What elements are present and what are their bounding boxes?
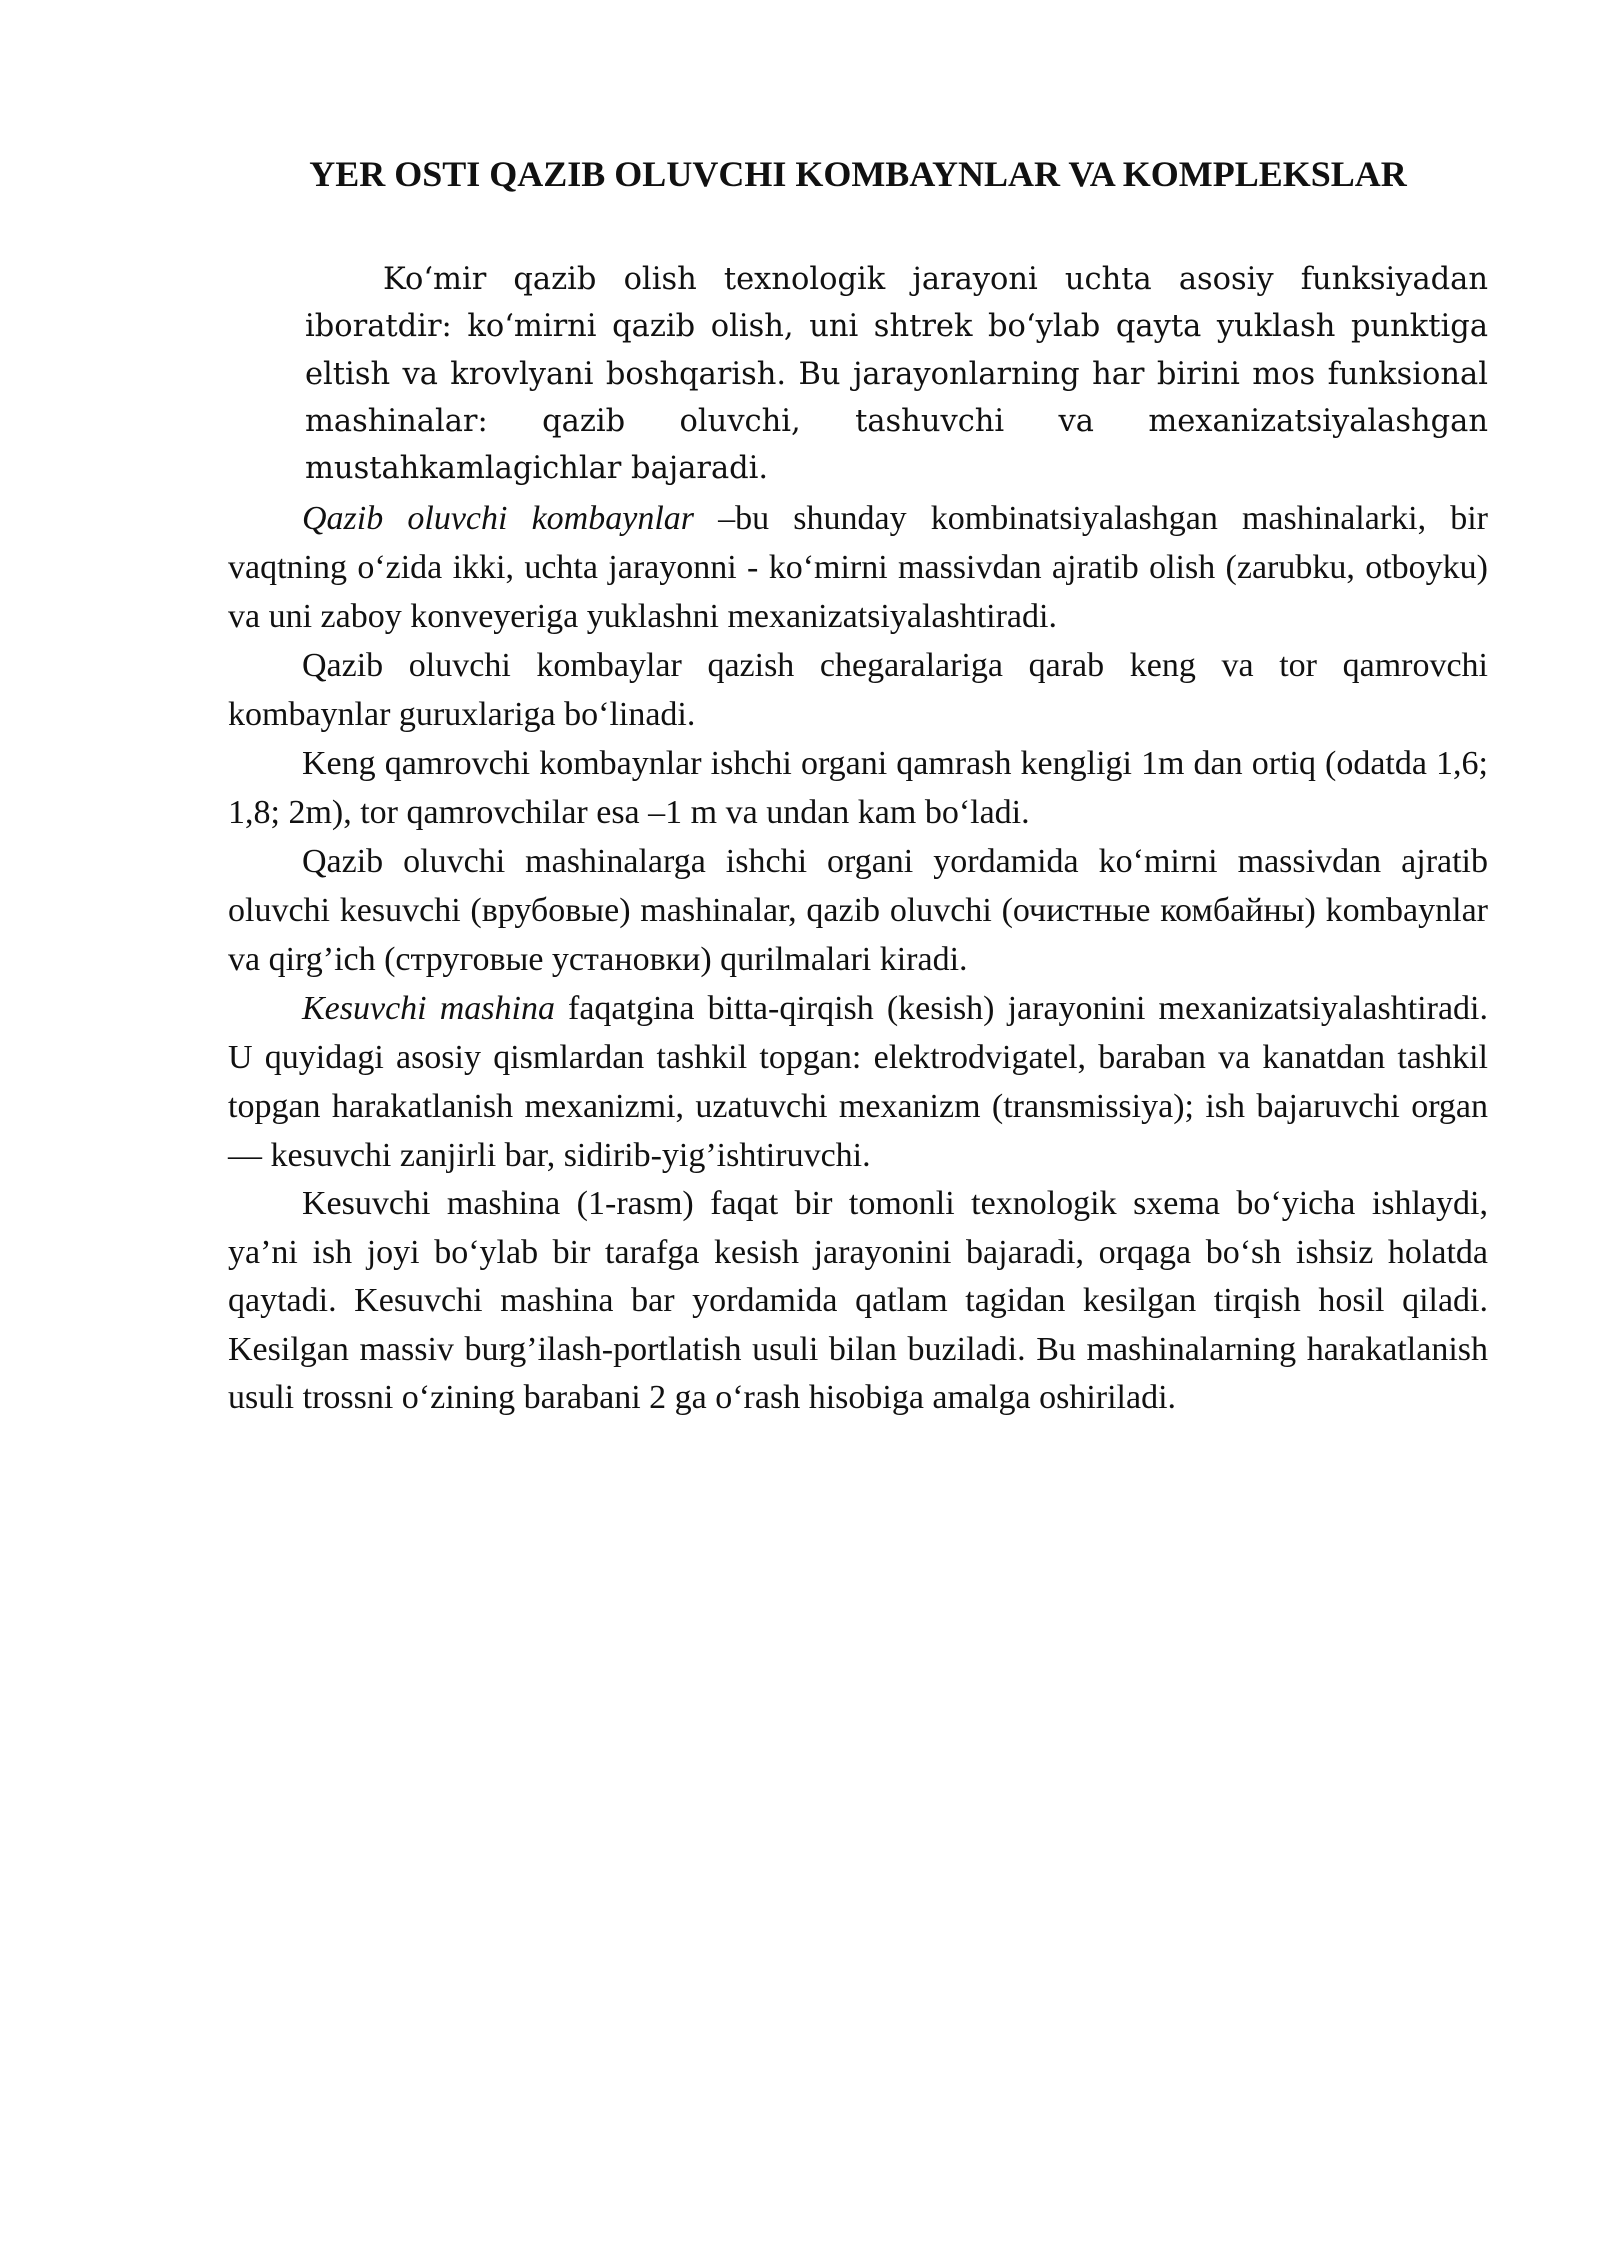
paragraph-text: Qazib oluvchi mashinalarga ishchi organi yordamida ko‘mirni massivdan ajratib oluvchi kesuvchi (врубовые) mashinalar, qazib oluvchi (очистные комбайны) kombaynlar va qirg’ich (струговые установки) qurilmalari kiradi. (228, 843, 1488, 978)
paragraph-text: Qazib oluvchi kombaylar qazish chegaralariga qarab keng va tor qamrovchi kombaynlar guruxlariga bo‘linadi. (228, 647, 1488, 733)
document-title: YER OSTI QAZIB OLUVCHI KOMBAYNLAR VA KOMPLEKSLAR (309, 154, 1407, 194)
body-text (228, 494, 1488, 1423)
paragraph-text: –bu shunday kombinatsiyalashgan mashinalarki, bir vaqtning o‘zida ikki, uchta jarayonni - ko‘mirni massivdan ajratib olish (zarubku, otboyku) va uni zaboy konveyeriga yuklashni mexanizatsiyalashtiradi. (228, 500, 1489, 635)
paragraph-cutting-machine-operation (228, 1180, 1488, 1423)
paragraph-text: Keng qamrovchi kombaynlar ishchi organi qamrash kengligi 1m dan ortiq (odatda 1,6; 1,8; 2m), tor qamrovchilar esa –1 m va undan kam bo‘ladi. (228, 745, 1488, 831)
intro-paragraph: Ko‘mir qazib olish texnologik jarayoni uchta asosiy funksiyadan iboratdir: ko‘mirni qazib olish, uni shtrek bo‘ylab qayta yuklash punktiga eltish va krovlyani boshqarish. Bu jarayonlarning har birini mos funksional mashinalar: qazib oluvchi, tashuvchi va mexanizatsiyalashgan mustahkamlagichlar bajaradi. (305, 262, 1488, 487)
paragraph-text: Kesuvchi mashina (1-rasm) faqat bir tomonli texnologik sxema bo‘yicha ishlaydi, ya’ni ish joyi bo‘ylab bir tarafga kesish jarayonini bajaradi, orqaga bo‘sh ishsiz holatda qaytadi. Kesuvchi mashina bar yordamida qatlam tagidan kesilgan tirqish hosil qiladi. Kesilgan massiv burg’ilash-portlatish usuli bilan buziladi. Bu mashinalarning harakatlanish usuli trossni o‘zining barabani 2 ga o‘rash hisobiga amalga oshiriladi. (228, 1185, 1488, 1416)
term-qazib-oluvchi-kombaynlar: Qazib oluvchi kombaynlar (302, 500, 695, 537)
paragraph-classification (228, 641, 1488, 739)
paragraph-machine-types (228, 837, 1488, 984)
paragraph-combines-definition (228, 494, 1488, 641)
paragraph-wide-narrow (228, 739, 1488, 837)
paragraph-text: faqatgina bitta-qirqish (kesish) jarayonini mexanizatsiyalashtiradi. U quyidagi asosiy qismlardan tashkil topgan: elektrodvigatel, baraban va kanatdan tashkil topgan harakatlanish mexanizmi, uzatuvchi mexanizm (transmissiya); ish bajaruvchi organ — kesuvchi zanjirli bar, sidirib-yig’ishtiruvchi. (228, 990, 1488, 1174)
term-kesuvchi-mashina: Kesuvchi mashina (302, 990, 555, 1027)
paragraph-cutting-machine (228, 984, 1488, 1180)
